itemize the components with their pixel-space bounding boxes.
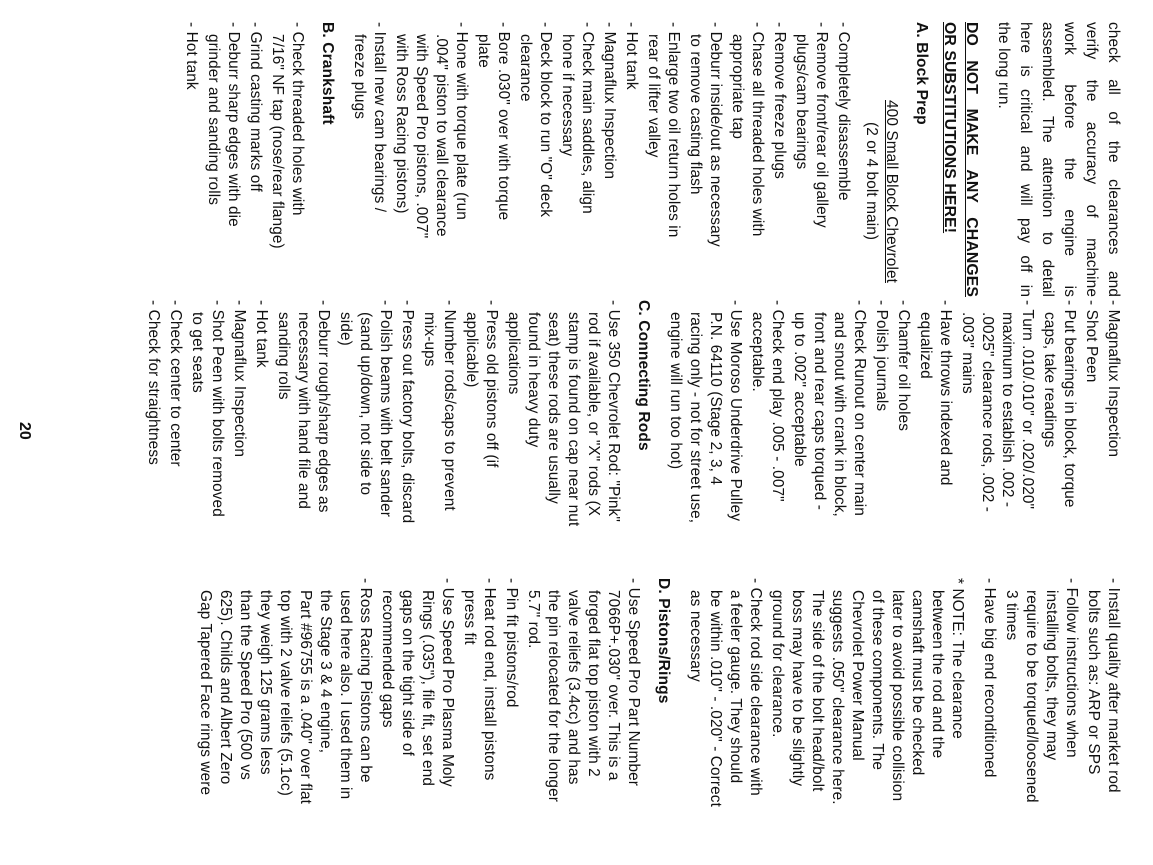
text-line: found in heavy duty [525,312,542,448]
text-line: gaps on the tight side of [399,590,416,756]
text-line: - Check Runout on center main [851,300,868,516]
text-line: stamp is found on cap near nut [565,312,582,527]
text-line: - Use Speed Pro Plasma Moly [439,578,456,787]
text-line: top with 2 valve reliefs (5.1cc) [277,590,294,796]
text-line: - Shot Peen with bolts removed [209,300,226,517]
text-line: - Polish beams with belt sander [377,300,394,517]
text-line: applicable) [463,312,480,388]
text-line: - Polish journals [873,300,890,412]
text-line: forged flat top piston with 2 [585,590,602,777]
text-line: they weigh 125 grams less [257,590,274,775]
text-line: - Hot tank [253,300,270,368]
text-line: (sand up/down, not side to [357,312,374,496]
text-line: rod if available, or "X" rods (X [585,312,602,517]
text-line: Chevrolet Power Manual [849,590,866,761]
text-line: * NOTE: The clearance [949,578,966,739]
text-line: - Have throws indexed and [937,300,954,486]
text-line: - Turn .010/.010" or .020/.020" [1019,300,1036,510]
text-line: 3 times [1003,590,1020,641]
text-line: side) [337,312,354,346]
text-line: - Check center to center [167,300,184,467]
text-line: appropriate tap [729,34,746,140]
text-line-content: check all of the clearances and [1105,22,1122,297]
text-line: mix-ups [421,312,438,367]
text-line: the pin relocated for the longer [545,590,562,802]
text-line: up to .002" acceptable [791,312,808,467]
text-line: caps, take readings [1041,312,1058,448]
text-line: (2 or 4 bolt main) [863,122,880,241]
text-line: 7/16" NF tap (nose/rear flange) [269,34,286,249]
text-line: than the Speed Pro (500 vs [237,590,254,780]
text-line: 5.7" rod. [525,590,542,649]
page-number: 20 [16,422,33,440]
text-line: 7066P+.030" over. This is a [605,590,622,781]
text-line: .004" piston to wall clearance [433,34,450,237]
text-line: - Press old pistons off (if [483,300,500,468]
text-line: used here also. I used them in [337,590,354,800]
text-line: - Magnaflux Inspection [1105,300,1122,458]
text-line: - Ross Racing Pistons can be [357,578,374,783]
text-line [1082,22,1101,297]
text-line: acceptable. [749,312,766,392]
text-line: hone if necessary [559,34,576,157]
text-line: seat) these rods are usually [545,312,562,504]
text-line: applications [505,312,522,395]
text-line: - Check threaded holes with [289,22,306,216]
text-line: to get seats [189,312,206,393]
text-line: - Have big end reconditioned [981,578,998,778]
text-line: - Chase all threaded holes with [749,22,766,237]
text-line: Gap Tapered Face rings were [197,590,214,796]
text-line: racing only - not for street use, [687,312,704,524]
text-line: - Deburr rough/sharp edges as [315,300,332,513]
section-heading: B. Crankshaft [319,22,336,125]
text-line: .0025" clearance rods, .002 - [979,312,996,513]
text-line: plate [475,34,492,68]
text-line: 625). Childs and Albert Zero [217,590,234,785]
text-line: - Hone with torque plate (run [453,22,470,220]
text-line: - Magnaflux Inspection [231,300,248,458]
section-heading: C. Connecting Rods [635,300,652,451]
text-line-content: here is critical and will pay off in [1017,22,1034,297]
text-line: Part #96755 is a .040" over flat [297,590,314,805]
text-line: - Use Speed Pro Part Number [625,578,642,786]
text-line: P.N. 64110 (Stage 2, 3, 4 [707,312,724,486]
text-line: - Heat rod end, install pistons [481,578,498,781]
text-line: between the rod and the [929,590,946,759]
text-line: press fit [461,590,478,645]
text-line: with Ross Racing pistons) [393,34,410,214]
text-line [1060,22,1079,297]
text-line: plugs/cam bearings [793,34,810,170]
text-line: - Shot Peen [1083,300,1100,383]
text-line: - Follow instructions when [1063,578,1080,758]
text-line: of these components. The [869,590,886,771]
text-line: to remove casting flash [687,34,704,195]
text-line: suggests .050" clearance here. [829,590,846,805]
warning-text: OR SUBSTITUTIONS HERE! [941,22,958,234]
text-line: - Bore .030" over with torque [495,22,512,221]
text-line: - Check end play .005 - .007" [769,300,786,502]
text-line: maximum to establish .002 - [999,312,1016,508]
text-line: engine will run too hot) [667,312,684,470]
text-line-content: work before the engine is [1061,22,1078,297]
text-line: - Magnaflux Inspection [601,22,618,180]
text-line: - Check rod side clearance with [747,578,764,796]
right-text-column [0,578,1153,865]
text-line: boss may have to be slightly [789,590,806,787]
text-line: - Check for straightness [145,300,162,465]
text-line: - Grind casting marks off [247,22,264,192]
text-line [1038,22,1057,297]
text-line: ground for clearance. [769,590,786,738]
text-line: - Put bearings in block, torque [1061,300,1078,508]
text-line: - Check main saddles, align [579,22,596,214]
text-line: and snout with crank in block, [831,312,848,517]
text-line: as necessary [687,590,704,682]
text-line: - Remove freeze plugs [771,22,788,179]
text-line: the long run. [995,22,1012,109]
text-line: - Remove front/rear oil gallery [813,22,830,228]
section-heading: A. Block Prep [913,22,930,125]
text-line: .003" mains [959,312,976,394]
text-line: camshaft must be checked [909,590,926,776]
text-line: bolts such as: ARP or SPS [1085,590,1102,775]
section-heading: D. Pistons/Rings [655,578,672,704]
text-line: - Deburr inside/out as necessary [707,22,724,247]
text-line: later to avoid possible collision [889,590,906,802]
text-line [1104,22,1123,297]
text-line: - Install quality after market rod [1105,578,1122,793]
text-line: sanding rolls [275,312,292,400]
text-line: - Number rods/caps to prevent [441,300,458,511]
text-line: rear of lifter valley [645,34,662,158]
text-line: necessary with hand file and [295,312,312,510]
text-line: - Install new cam bearings / [371,22,388,213]
text-line: installing bolts, they may [1043,590,1060,761]
text-line: - Hot tank [183,22,200,90]
text-line: require to be torqued/loosened [1023,590,1040,803]
text-line: - Enlarge two oil return holes in [665,22,682,238]
text-line: equalized [917,312,934,379]
text-line-content: verify the accuracy of machine [1083,22,1100,297]
text-line: be within .010" - .020" - Correct [707,590,724,807]
text-line: clearance [517,34,534,102]
text-line: valve reliefs (3.4cc) and has [565,590,582,785]
text-line: - Press out factory bolts, discard [399,300,416,524]
text-line: - Use Moroso Underdrive Pulley [727,300,744,522]
text-line: front and rear caps torqued - [811,312,828,510]
text-line: - Pin fit pistons/rod [503,578,520,708]
text-line: Rings (.035"), file fit, set end [419,590,436,787]
text-line-content: assembled. The attention to detail [1039,22,1056,297]
text-line: - Use 350 Chevrolet Rod: "Pink" [605,300,622,522]
text-line: The side of the bolt head/bolt [809,590,826,792]
warning-text [962,22,981,297]
text-line: - Completely disassemble [835,22,852,201]
text-line: - Hot tank [623,22,640,90]
text-line: - Deburr sharp edges with die [225,22,242,227]
text-line [1016,22,1035,297]
text-line: recommended gaps [379,590,396,728]
text-line: 400 Small Block Chevrolet [883,100,900,283]
text-line: the Stage 3 & 4 engine, [317,590,334,754]
text-line: a feeler gauge. They should [727,590,744,784]
text-line: freeze plugs [351,34,368,120]
text-line-content: DO NOT MAKE ANY CHANGES [963,22,980,297]
text-line: grinder and sanding rolls [205,34,222,206]
text-line: - Deck block to run "O" deck [537,22,554,218]
text-line: with Speed Pro pistons, .007" [413,34,430,239]
text-line: - Chamfer oil holes [895,300,912,432]
